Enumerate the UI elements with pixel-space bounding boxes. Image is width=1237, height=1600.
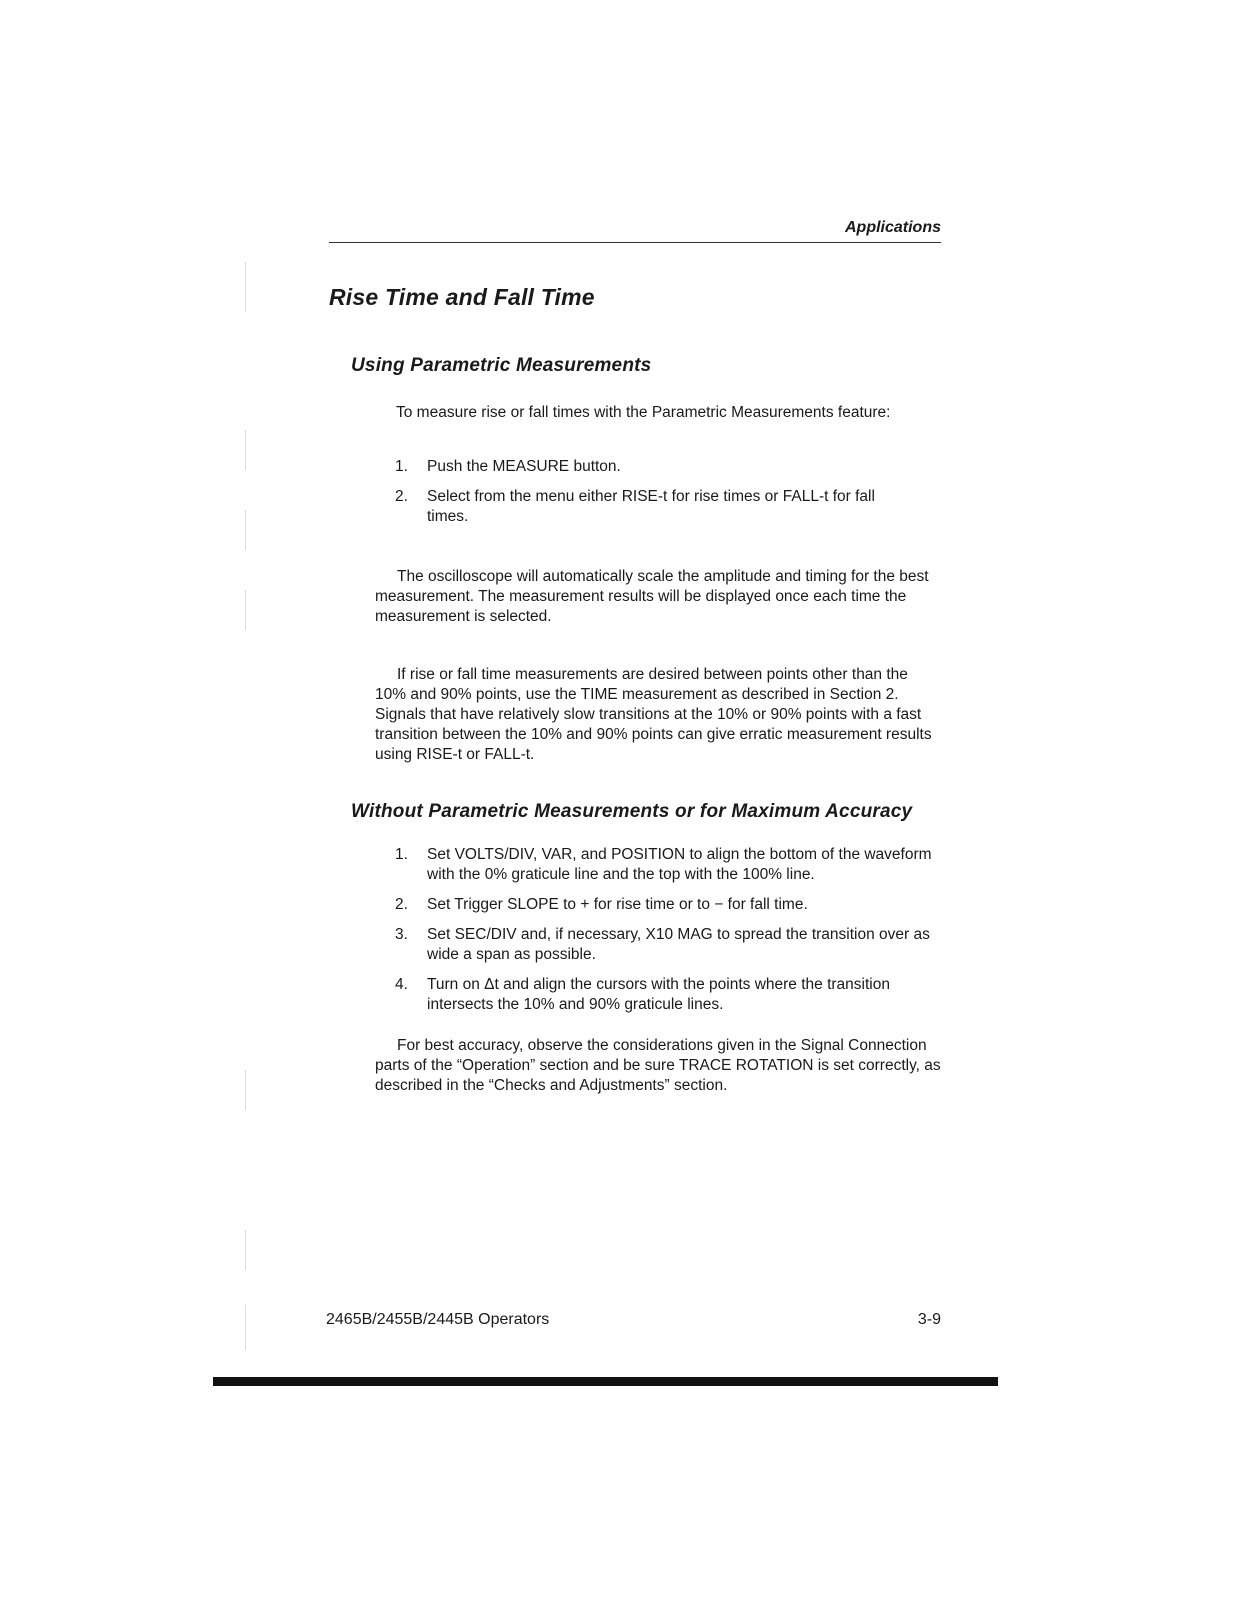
footer-manual-name: 2465B/2455B/2445B Operators [326,1311,550,1328]
parametric-steps [395,457,955,537]
step-number: 1. [395,846,408,863]
footer-page-number: 3-9 [917,1311,941,1328]
list-item [395,975,927,1015]
paragraph-text: For best accuracy, observe the considerations given in the Signal Connection parts of the “Operation” section and be sure TRACE ROTATION is set correctly, as described in the “Checks and Adjustments” section. [375,1037,941,1094]
list-item [395,457,955,477]
list-item [395,487,907,527]
subheading-manual: Without Parametric Measurements or for Maximum Accuracy [351,801,913,822]
scan-mark [245,1305,246,1350]
list-item [395,895,940,915]
step-text: Select from the menu either RISE-t for rise times or FALL-t for fall times. [427,488,875,525]
paragraph-text: If rise or fall time measurements are desired between points other than the 10% and 90% points, use the TIME measurement as described in Section 2. Signals that have relatively slow transitions at the 10% or 90% points with a fast transition between the 10% and 90% points can give erratic measurement results using RISE-t or FALL-t. [375,666,932,763]
scan-mark [245,590,246,630]
header-rule [329,242,941,243]
paragraph-best-accuracy [375,1036,945,1096]
paragraph-time-measurement [375,665,940,765]
list-item [395,925,940,965]
step-text: Set Trigger SLOPE to + for rise time or to − for fall time. [427,896,808,913]
scan-mark [245,1230,246,1270]
footer-bar [213,1377,998,1386]
step-text: Set VOLTS/DIV, VAR, and POSITION to align the bottom of the waveform with the 0% graticule line and the top with the 100% line. [427,846,932,883]
paragraph-auto-scale [375,567,945,627]
step-number: 3. [395,926,408,943]
step-number: 4. [395,976,408,993]
scan-mark [245,430,246,470]
running-header: Applications [844,219,941,236]
intro-text: To measure rise or fall times with the Parametric Measurements feature: [396,404,891,421]
step-number: 2. [395,488,408,505]
scan-mark [245,510,246,550]
subheading-parametric: Using Parametric Measurements [351,355,652,376]
step-text: Push the MEASURE button. [427,458,621,475]
scan-mark [245,262,246,312]
scan-mark [245,1070,246,1110]
list-item [395,845,940,885]
section-title: Rise Time and Fall Time [329,284,595,310]
step-number: 2. [395,896,408,913]
step-number: 1. [395,458,408,475]
paragraph-text: The oscilloscope will automatically scale the amplitude and timing for the best measurement. The measurement results will be displayed once each time the measurement is selected. [375,568,929,625]
step-text: Set SEC/DIV and, if necessary, X10 MAG to spread the transition over as wide a span as possible. [427,926,930,963]
manual-steps [395,845,940,1025]
step-text: Turn on Δt and align the cursors with the points where the transition intersects the 10% and 90% graticule lines. [427,976,890,1013]
